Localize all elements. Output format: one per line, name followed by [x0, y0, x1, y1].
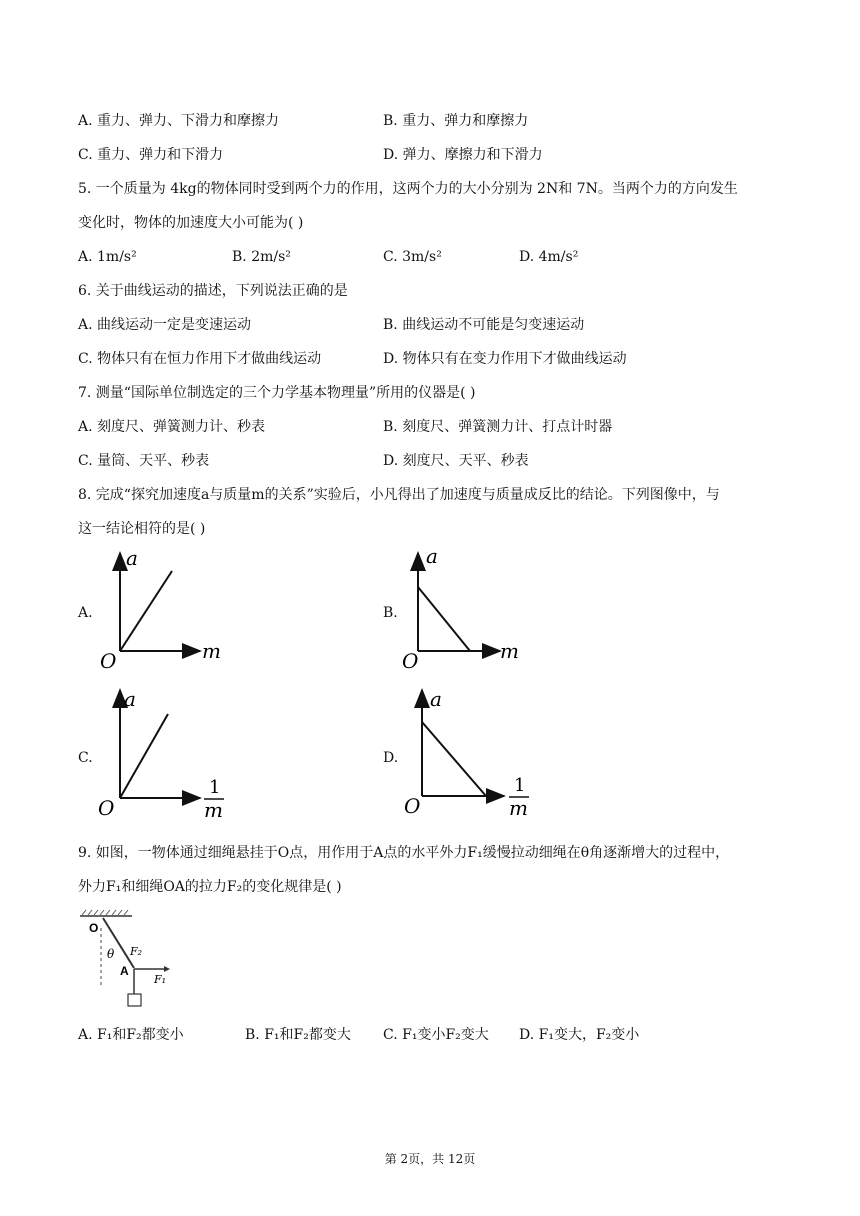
q8-graph-c-origin: O	[98, 796, 115, 820]
q4-option-c: C. 重力、弹力和下滑力	[78, 147, 224, 163]
q7-option-c: C. 量筒、天平、秒表	[78, 453, 210, 469]
q9-label-a: A	[120, 964, 129, 978]
q9-option-b: B. F₁和F₂都变大	[245, 1027, 351, 1043]
q9-figure	[76, 908, 186, 1012]
q9-label-f1: F₁	[154, 973, 167, 986]
q8-graph-d-y-label: a	[430, 687, 442, 711]
q8-graph-b-x-label: m	[500, 639, 519, 663]
q8-graph-c-label: C.	[78, 750, 93, 766]
q8-stem-line1: 8. 完成“探究加速度a与质量m的关系”实验后，小凡得出了加速度与质量成反比的结论。下列图像中，与	[78, 487, 720, 503]
q8-graph-d	[400, 686, 540, 821]
q8-graph-d-label: D.	[383, 750, 399, 766]
q9-label-theta: θ	[107, 947, 115, 961]
q6-stem: 6. 关于曲线运动的描述，下列说法正确的是	[78, 283, 348, 299]
q9-option-a: A. F₁和F₂都变小	[78, 1027, 184, 1043]
q8-graph-d-origin: O	[404, 794, 421, 818]
q6-option-b: B. 曲线运动不可能是匀变速运动	[383, 317, 585, 333]
q4-option-d: D. 弹力、摩擦力和下滑力	[383, 147, 543, 163]
q8-stem-line2: 这一结论相符的是( )	[78, 521, 206, 537]
q8-graph-b-y-label: a	[426, 545, 438, 568]
q8-graph-d-x-num: 1	[514, 775, 526, 796]
q9-label-f2: F₂	[130, 945, 143, 958]
page-footer: 第 2页，共 12页	[384, 1152, 476, 1166]
q8-graph-c-y-label: a	[124, 687, 136, 711]
q8-graph-a-y-label: a	[126, 546, 138, 570]
q8-graph-a-x-label: m	[202, 639, 221, 663]
q5-option-d: D. 4m/s²	[519, 249, 579, 265]
q8-graph-c	[96, 686, 236, 821]
q8-graph-a-origin: O	[100, 649, 117, 673]
q7-option-b: B. 刻度尺、弹簧测力计、打点计时器	[383, 419, 613, 435]
q7-option-a: A. 刻度尺、弹簧测力计、秒表	[78, 419, 266, 435]
q5-stem-line2: 变化时，物体的加速度大小可能为( )	[78, 215, 304, 231]
q9-stem-line1: 9. 如图，一物体通过细绳悬挂于O点，用作用于A点的水平外力F₁缓慢拉动细绳在θ角逐渐增大的过程中，	[78, 845, 730, 861]
q7-option-d: D. 刻度尺、天平、秒表	[383, 453, 529, 469]
q8-graph-b-label: B.	[383, 605, 398, 621]
q5-option-b: B. 2m/s²	[232, 249, 291, 265]
q9-block	[128, 994, 141, 1006]
q5-option-c: C. 3m/s²	[383, 249, 442, 265]
q8-graph-c-x-num: 1	[209, 777, 221, 798]
q8-graph-c-x-den: m	[204, 798, 223, 821]
q4-option-b: B. 重力、弹力和摩擦力	[383, 113, 529, 129]
q8-graph-b	[400, 545, 530, 675]
q6-option-d: D. 物体只有在变力作用下才做曲线运动	[383, 351, 627, 367]
q6-option-a: A. 曲线运动一定是变速运动	[78, 317, 252, 333]
q8-graph-a	[96, 545, 226, 675]
q8-graph-d-x-den: m	[509, 796, 528, 820]
q5-option-a: A. 1m/s²	[78, 249, 137, 265]
q9-option-d: D. F₁变大，F₂变小	[519, 1027, 640, 1043]
q7-stem: 7. 测量“国际单位制选定的三个力学基本物理量”所用的仪器是( )	[78, 385, 476, 401]
q8-graph-a-label: A.	[78, 605, 93, 621]
q8-graph-b-origin: O	[402, 649, 419, 673]
q4-option-a: A. 重力、弹力、下滑力和摩擦力	[78, 113, 280, 129]
q6-option-c: C. 物体只有在恒力作用下才做曲线运动	[78, 351, 322, 367]
q5-stem-line1: 5. 一个质量为 4kg的物体同时受到两个力的作用，这两个力的大小分别为 2N和 7N。当两个力的方向发生	[78, 181, 738, 197]
q9-stem-line2: 外力F₁和细绳OA的拉力F₂的变化规律是( )	[78, 879, 342, 895]
q9-label-o: O	[89, 921, 99, 935]
q9-option-c: C. F₁变小F₂变大	[383, 1027, 489, 1043]
